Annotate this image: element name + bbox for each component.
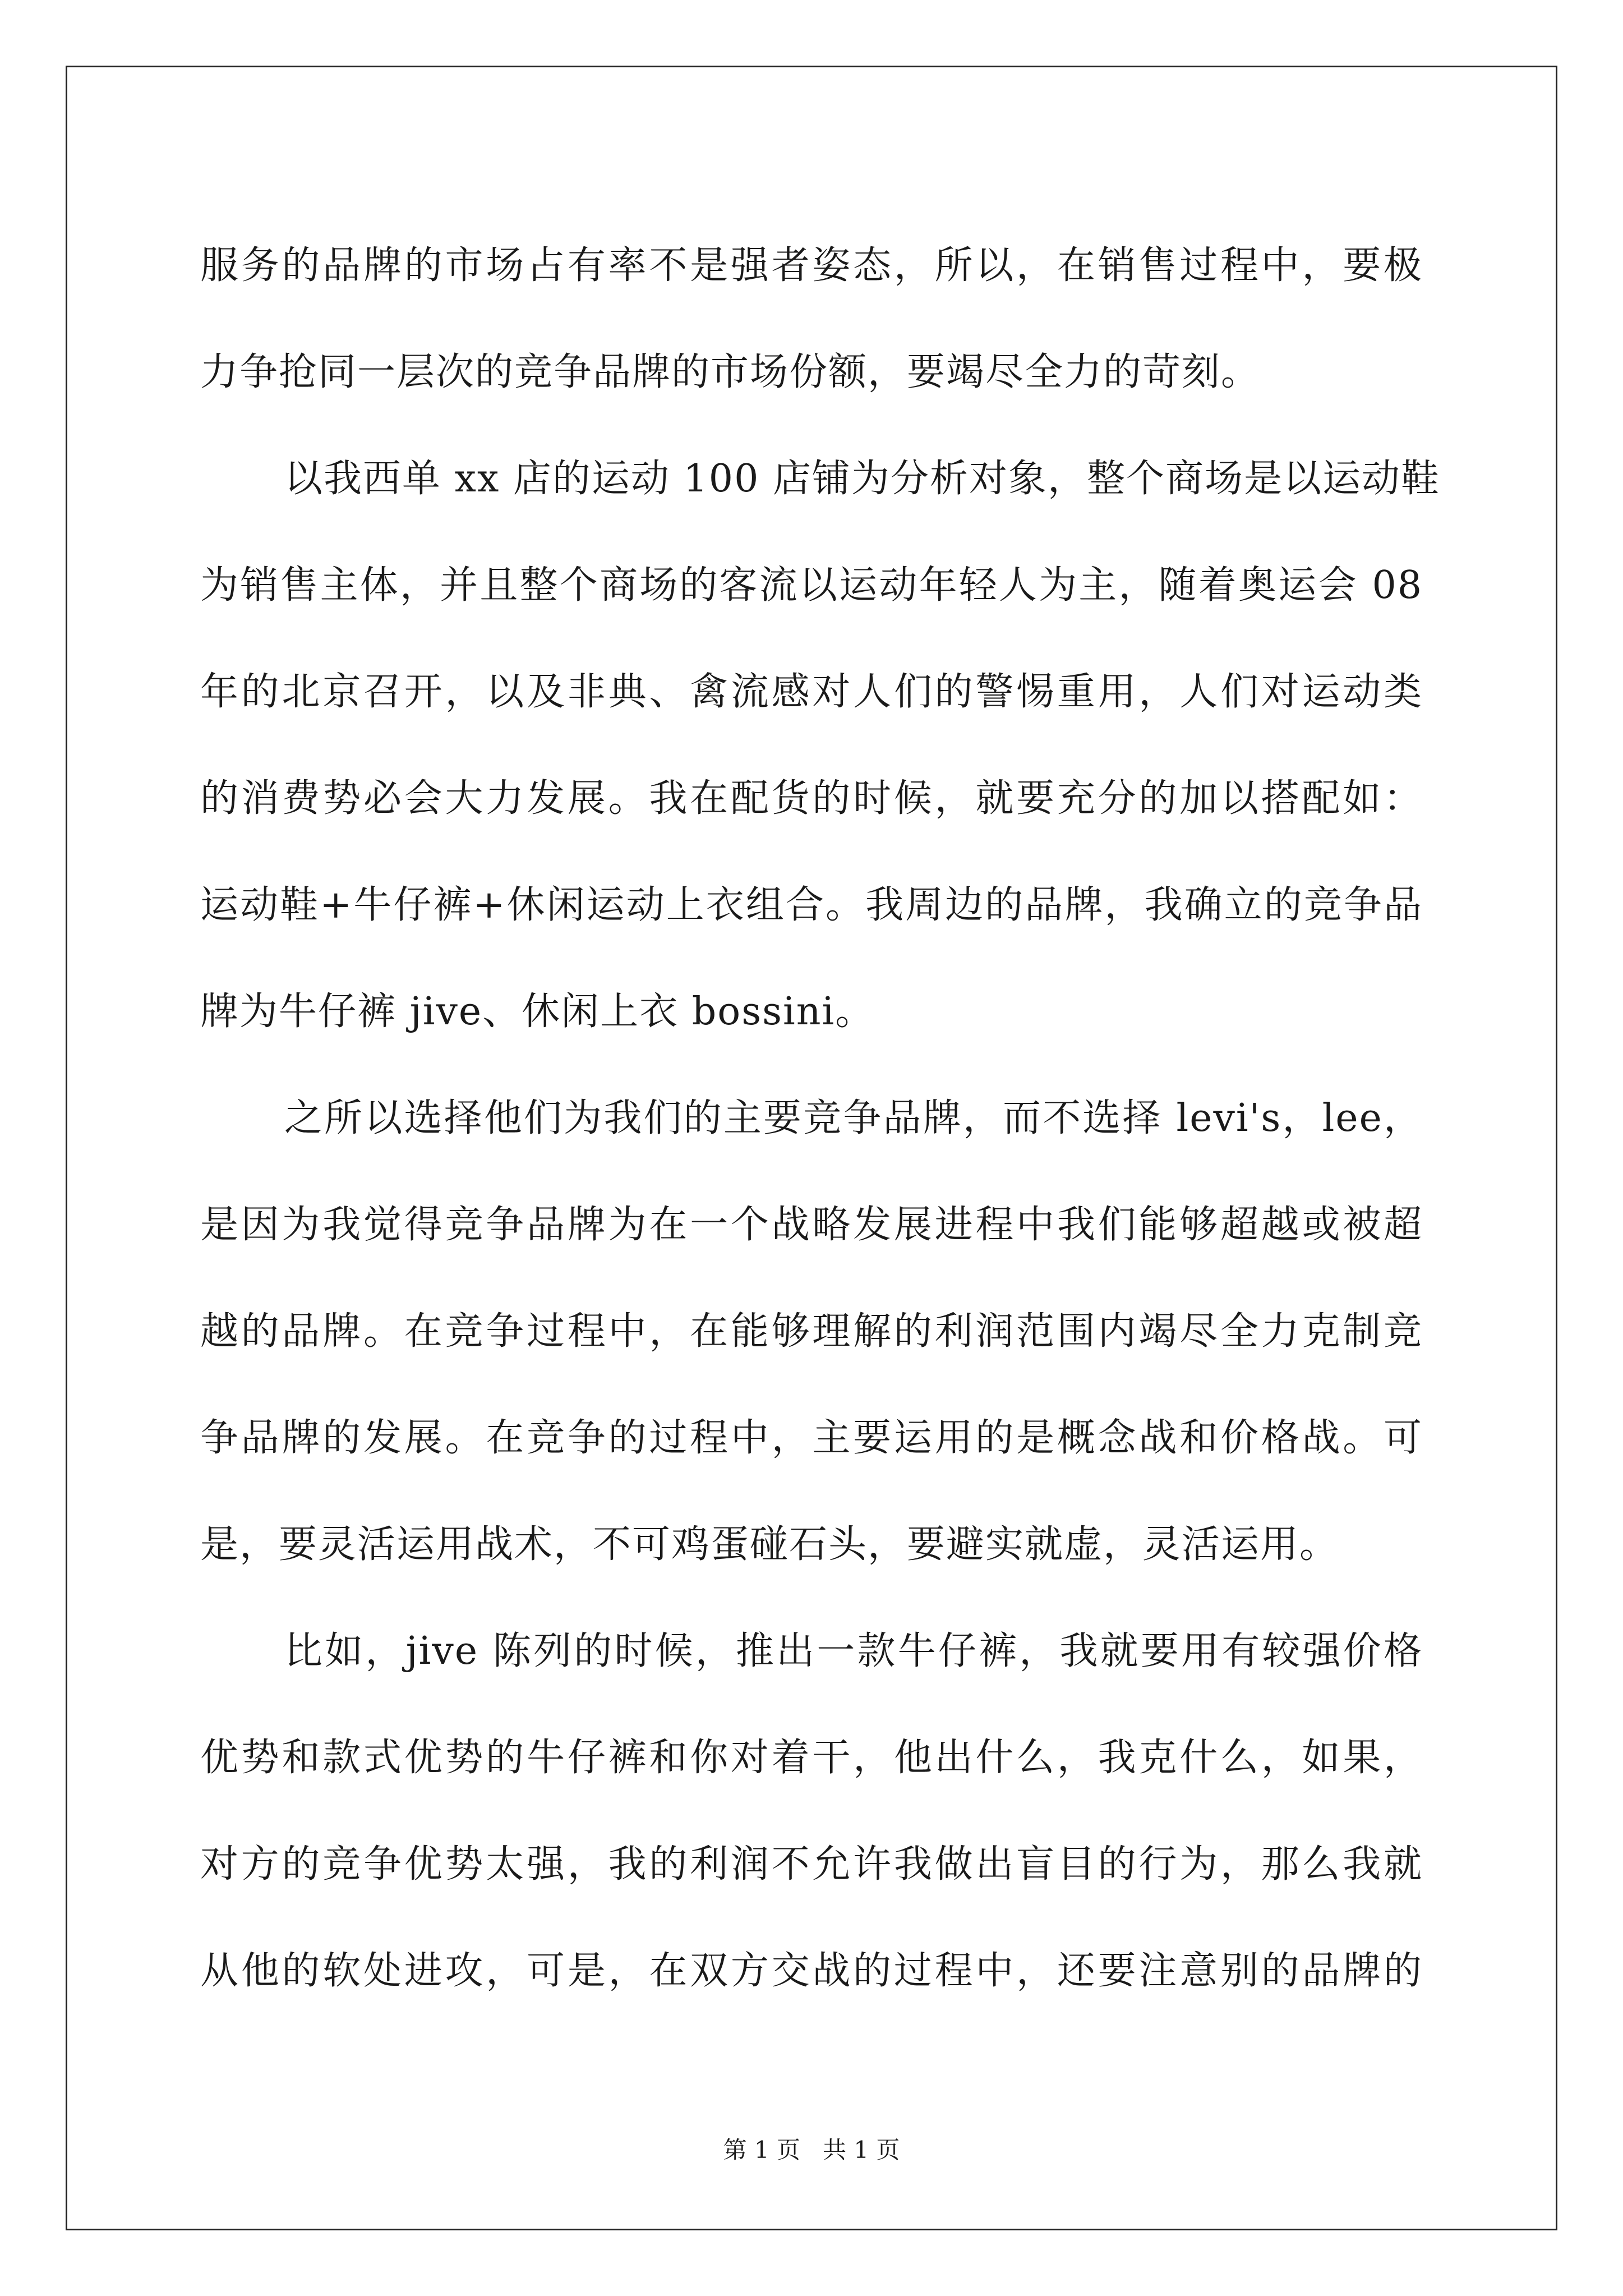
- text-line: 牌为牛仔裤 jive、休闲上衣 bossini。: [200, 990, 875, 1034]
- page-number-total: 共 1 页: [823, 2136, 900, 2164]
- page-number-current: 第 1 页: [723, 2136, 800, 2164]
- text-line: 是因为我觉得竞争品牌为在一个战略发展进程中我们能够超越或被超: [200, 1203, 1423, 1247]
- document-body: [200, 213, 1440, 2024]
- text-line: 从他的软处进攻，可是，在双方交战的过程中，还要注意别的品牌的: [200, 1949, 1423, 1993]
- text-line: 年的北京召开，以及非典、禽流感对人们的警惕重用，人们对运动类: [200, 670, 1423, 714]
- text-line: 的消费势必会大力发展。我在配货的时候，就要充分的加以搭配如：: [200, 776, 1423, 821]
- text-line: 运动鞋+牛仔裤+休闲运动上衣组合。我周边的品牌，我确立的竞争品: [200, 883, 1423, 927]
- text-line: 服务的品牌的市场占有率不是强者姿态，所以，在销售过程中，要极: [200, 243, 1423, 288]
- page-footer: [0, 2132, 1623, 2165]
- paragraph-first-line: 比如，jive 陈列的时候，推出一款牛仔裤，我就要用有较强价格: [284, 1629, 1423, 1673]
- text-line: 争品牌的发展。在竞争的过程中，主要运用的是概念战和价格战。可: [200, 1416, 1423, 1460]
- text-line: 力争抢同一层次的竞争品牌的市场份额，要竭尽全力的苛刻。: [200, 350, 1261, 394]
- text-line: 是，要灵活运用战术，不可鸡蛋碰石头，要避实就虚，灵活运用。: [200, 1522, 1339, 1567]
- paragraph-first-line: 之所以选择他们为我们的主要竞争品牌，而不选择 levi's，lee，: [284, 1096, 1423, 1140]
- text-line: 对方的竞争优势太强，我的利润不允许我做出盲目的行为，那么我就: [200, 1842, 1423, 1887]
- paragraph-first-line: 以我西单 xx 店的运动 100 店铺为分析对象，整个商场是以运动鞋: [284, 457, 1440, 501]
- text-line: 为销售主体，并且整个商场的客流以运动年轻人为主，随着奥运会 08: [200, 563, 1423, 608]
- text-line: 优势和款式优势的牛仔裤和你对着干，他出什么，我克什么，如果，: [200, 1736, 1423, 1780]
- text-line: 越的品牌。在竞争过程中，在能够理解的利润范围内竭尽全力克制竞: [200, 1309, 1423, 1354]
